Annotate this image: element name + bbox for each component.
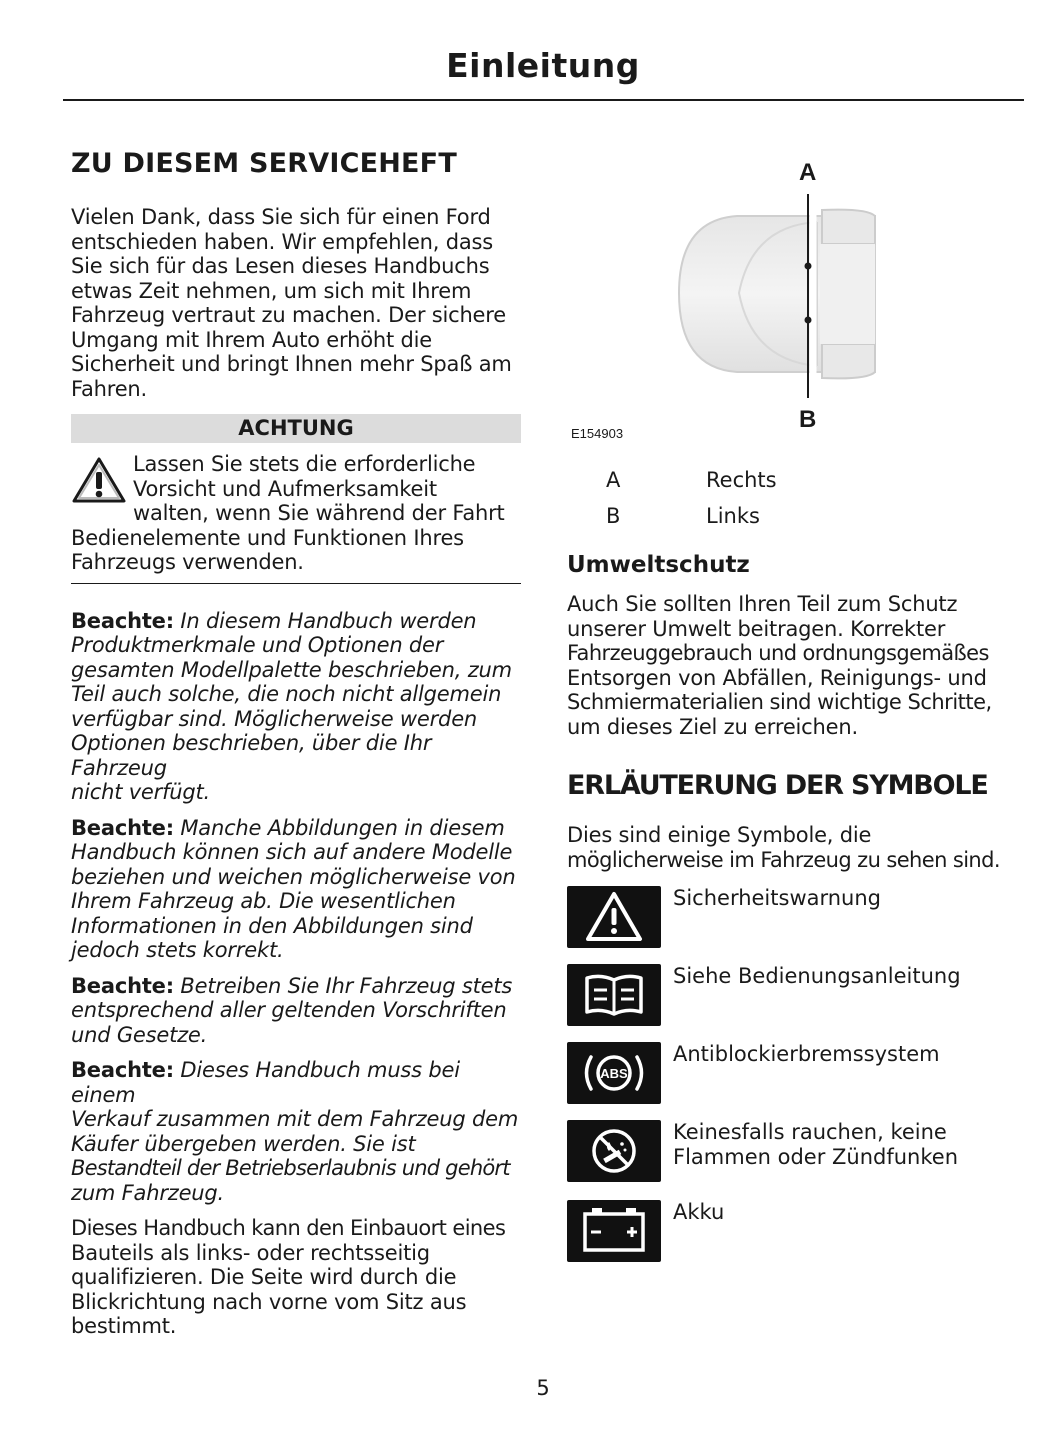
closing-paragraph [71, 1216, 521, 1339]
symbol-label-line: Flammen oder Zündfunken [673, 1144, 958, 1169]
symbol-label: Sicherheitswarnung [673, 886, 882, 910]
label-b: B [799, 406, 817, 433]
legend-value: Links [706, 504, 760, 528]
note-line: Verkauf zusammen mit dem Fahrzeug dem [71, 1107, 519, 1131]
note-line: entsprechend aller geltenden Vorschriften [71, 998, 507, 1022]
figure-legend [567, 462, 1025, 534]
note-line: verfügbar sind. Möglicherweise werden [71, 706, 478, 731]
abs-icon [567, 1042, 661, 1104]
warning-line: Vorsicht und Aufmerksamkeit [133, 476, 437, 501]
environment-line: Fahrzeuggebrauch und ordnungsgemäßes [567, 641, 989, 665]
note-line: Käufer übergeben werden. Sie ist [71, 1131, 416, 1156]
intro-line: etwas Zeit nehmen, um sich mit Ihrem [71, 278, 472, 303]
closing-line: Blickrichtung nach vorne vom Sitz aus [71, 1289, 467, 1314]
environment-line: Auch Sie sollten Ihren Teil zum Schutz [567, 592, 958, 616]
note-line: Dieses Handbuch muss bei einem [71, 1058, 460, 1107]
manual-book-icon [567, 964, 661, 1026]
note-paragraph [71, 816, 521, 963]
intro-line: Vielen Dank, dass Sie sich für einen Ford [71, 205, 491, 229]
note-label: Beachte: [71, 815, 174, 840]
note-paragraph [71, 609, 521, 805]
legend-row [567, 462, 1025, 498]
note-line: Manche Abbildungen in diesem [180, 815, 505, 840]
no-smoking-icon [567, 1120, 661, 1182]
section-title-umweltschutz: Umweltschutz [567, 552, 750, 578]
closing-line: Dieses Handbuch kann den Einbauort eines [71, 1216, 506, 1240]
note-line: Handbuch können sich auf andere Modelle [71, 840, 513, 864]
environment-line: Schmiermaterialien sind wichtige Schritte, [567, 690, 992, 714]
note-label: Beachte: [71, 608, 174, 633]
label-a: A [799, 159, 817, 186]
warning-line: walten, wenn Sie während der Fahrt [133, 501, 505, 525]
symbol-label-line: Keinesfalls rauchen, keine [673, 1120, 947, 1144]
marker-b-dot [805, 317, 812, 324]
legend-row [567, 498, 1025, 534]
legend-key: B [606, 504, 621, 528]
section-title-symbole: ERLÄUTERUNG DER SYMBOLE [567, 770, 988, 801]
note-paragraph [71, 1058, 521, 1205]
intro-line: entschieden haben. Wir empfehlen, dass [71, 229, 494, 254]
note-line: gesamten Modellpalette beschrieben, zum [71, 657, 512, 682]
intro-line: Umgang mit Ihrem Auto erhöht die [71, 327, 432, 352]
note-label: Beachte: [71, 973, 174, 998]
page-number: 5 [536, 1376, 550, 1400]
closing-line: Bauteils als links- oder rechtsseitig [71, 1240, 430, 1265]
legend-value: Rechts [706, 468, 777, 492]
intro-line: Sie sich für das Lesen dieses Handbuchs [71, 254, 490, 278]
note-line: nicht verfügt. [71, 780, 211, 804]
environment-line: Entsorgen von Abfällen, Reinigungs- und [567, 665, 987, 690]
symbols-intro-line: möglicherweise im Fahrzeug zu sehen sind. [567, 847, 1000, 872]
symbol-label: Siehe Bedienungsanleitung [673, 964, 961, 988]
closing-line: bestimmt. [71, 1314, 177, 1338]
note-line: Optionen beschrieben, über die Ihr Fahrzeug [71, 731, 432, 780]
warning-triangle-icon [71, 456, 127, 504]
environment-line: um dieses Ziel zu erreichen. [567, 714, 858, 739]
car-orientation-figure [567, 148, 1025, 448]
marker-a-dot [805, 263, 812, 270]
safety-warning-icon [567, 886, 661, 948]
symbols-intro-line: Dies sind einige Symbole, die [567, 823, 872, 847]
note-line: jedoch stets korrekt. [71, 938, 284, 962]
intro-line: Sicherheit und bringt Ihnen mehr Spaß am [71, 352, 512, 376]
warning-line: Fahrzeugs verwenden. [71, 550, 304, 574]
symbol-row [567, 1200, 1025, 1278]
note-line: Teil auch solche, die noch nicht allgemein [71, 682, 502, 706]
note-line: und Gesetze. [71, 1022, 208, 1047]
note-line: Informationen in den Abbildungen sind [71, 913, 473, 938]
legend-key: A [606, 468, 621, 492]
battery-icon [567, 1200, 661, 1262]
symbol-list [567, 886, 1025, 1278]
section-title-serviceheft: ZU DIESEM SERVICEHEFT [71, 148, 457, 179]
symbol-row [567, 964, 1025, 1042]
intro-paragraph [71, 205, 521, 401]
warning-line: Lassen Sie stets die erforderliche [133, 452, 476, 476]
note-line: In diesem Handbuch werden [180, 608, 477, 633]
note-line: Produktmerkmale und Optionen der [71, 633, 444, 657]
symbol-label: Akku [673, 1200, 725, 1224]
abs-icon-text: ABS [600, 1066, 628, 1081]
car-top-view-illustration [567, 148, 1025, 448]
warning-line: Bedienelemente und Funktionen Ihres [71, 525, 464, 550]
environment-paragraph [567, 592, 1025, 739]
intro-line: Fahrzeug vertraut zu machen. Der sichere [71, 303, 506, 327]
symbol-label [673, 1120, 1023, 1169]
chapter-title: Einleitung [446, 46, 640, 85]
symbol-row [567, 1042, 1025, 1120]
warning-title: ACHTUNG [71, 414, 521, 443]
note-paragraph [71, 974, 521, 1048]
note-line: Bestandteil der Betriebserlaubnis und gehört [71, 1156, 510, 1180]
symbol-row [567, 1120, 1025, 1200]
symbol-label: Antiblockierbremssystem [673, 1042, 940, 1066]
figure-id: E154903 [571, 426, 624, 441]
symbol-row [567, 886, 1025, 964]
note-label: Beachte: [71, 1058, 174, 1082]
note-line: Betreiben Sie Ihr Fahrzeug stets [180, 973, 513, 998]
right-column [567, 148, 1025, 1278]
symbols-intro [567, 823, 1025, 872]
note-line: zum Fahrzeug. [71, 1180, 225, 1205]
intro-line: Fahren. [71, 376, 148, 401]
warning-box [71, 452, 521, 584]
chapter-rule [63, 99, 1024, 101]
note-line: beziehen und weichen möglicherweise von [71, 864, 516, 889]
left-column [71, 148, 521, 1339]
closing-line: qualifizieren. Die Seite wird durch die [71, 1265, 457, 1289]
environment-line: unserer Umwelt beitragen. Korrekter [567, 616, 946, 641]
note-line: Ihrem Fahrzeug ab. Die wesentlichen [71, 889, 456, 913]
